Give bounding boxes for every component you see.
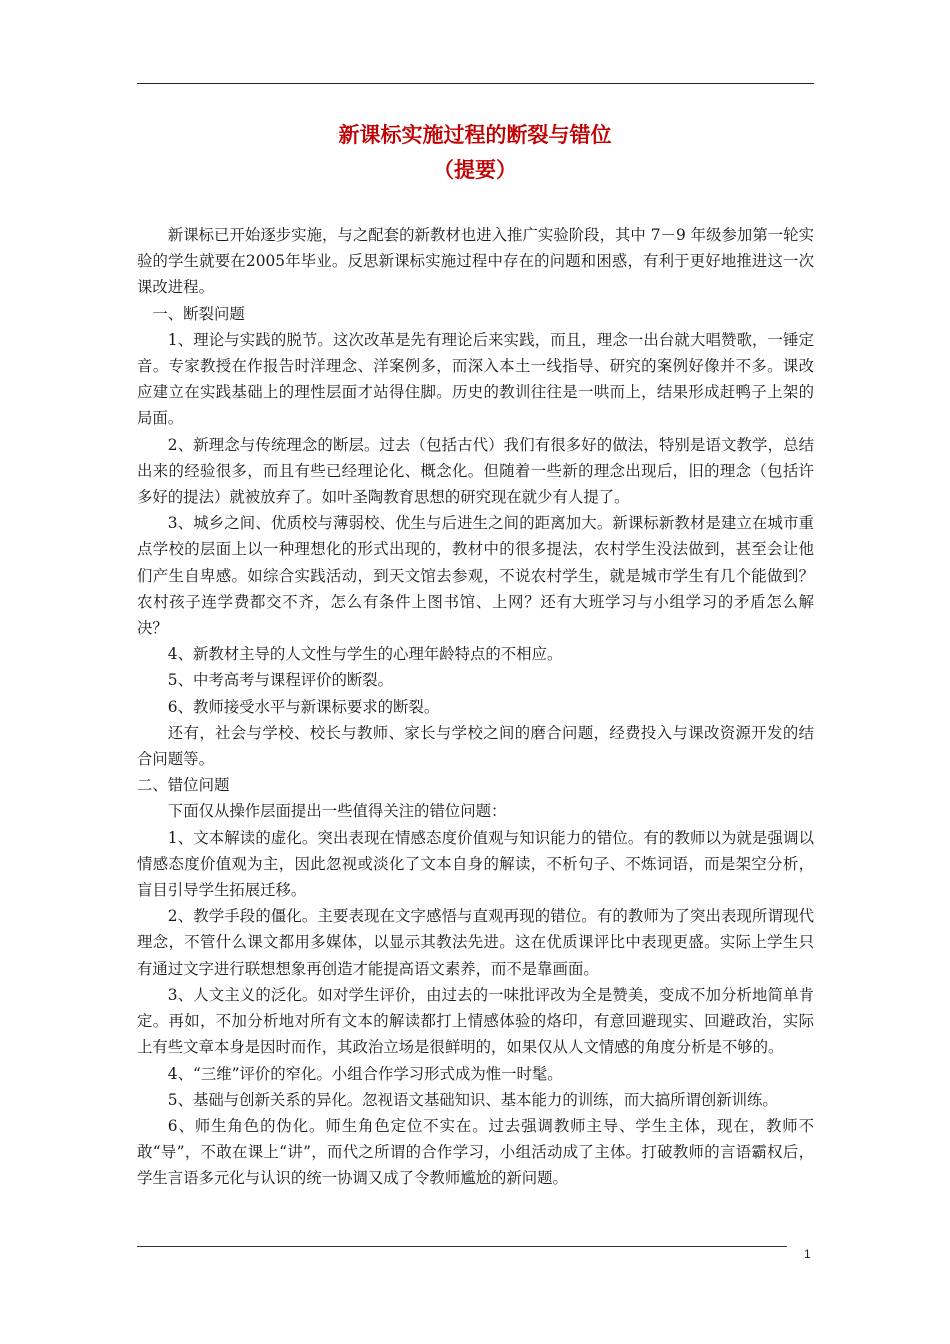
paragraph: 6、教师接受水平与新课标要求的断裂。 [167,697,440,716]
section-heading-misalignment: 二、错位问题 [137,776,230,795]
paragraph: 2、教学手段的僵化。主要表现在文字感悟与直观再现的错位。有的教师为了突出表现所谓现代理念，不管什么课文都用多媒体，以显示其教法先进。这在优质课评比中表现更盛。实际上学生只有通过文字进行联想想象再创造才能提高语文素养，而不是靠画面。 [137,907,814,978]
paragraph: 6、师生角色的伪化。师生角色定位不实在。过去强调教师主导、学生主体，现在，教师不敢“导”，不敢在课上“讲”，而代之所谓的合作学习，小组活动成了主体。打破教师的言语霸权后，学生言语多元化与认识的统一协调又成了令教师尴尬的新问题。 [137,1116,814,1188]
paragraph: 3、人文主义的泛化。如对学生评价，由过去的一味批评改为全是赞美，变成不加分析地简单肯定。再如，不加分析地对所有文本的解读都打上情感体验的烙印，有意回避现实、回避政治，实际上有些文章本身是因时而作，其政治立场是很鲜明的，如果仅从人文情感的角度分析是不够的。 [137,985,814,1057]
paragraph: 5、基础与创新关系的异化。忽视语文基础知识、基本能力的训练，而大搞所谓创新训练。 [167,1090,778,1109]
paragraph: 4、“三维”评价的窄化。小组合作学习形式成为惟一时髦。 [167,1064,563,1083]
paragraph: 1、理论与实践的脱节。这次改革是先有理论后来实践，而且，理念一出台就大唱赞歌，一锤定音。专家教授在作报告时洋理念、洋案例多，而深入本土一线指导、研究的案例好像并不多。课改应建立在实践基础上的理性层面才站得住脚。历史的教训往往是一哄而上，结果形成赶鸭子上架的局面。 [137,330,814,428]
paragraph: 下面仅从操作层面提出一些值得关注的错位问题： [167,802,507,821]
paragraph: 2、新理念与传统理念的断层。过去（包括古代）我们有很多好的做法，特别是语文教学，总结出来的经验很多，而且有些已经理论化、概念化。但随着一些新的理念出现后，旧的理念（包括许多好的提法）就被放弃了。如叶圣陶教育思想的研究现在就少有人提了。 [137,435,814,507]
paragraph: 1、文本解读的虚化。突出表现在情感态度价值观与知识能力的错位。有的教师以为就是强调以情感态度价值观为主，因此忽视或淡化了文本自身的解读，不析句子、不炼词语，而是架空分析，盲目引导学生拓展迁移。 [137,828,814,900]
document-body [137,222,814,1192]
header-rule [137,83,814,84]
page-number: 1 [804,1247,811,1261]
paragraph: 5、中考高考与课程评价的断裂。 [167,671,394,690]
paragraph: 还有，社会与学校、校长与教师、家长与学校之间的磨合问题，经费投入与课改资源开发的结合问题等。 [137,723,814,769]
document-title: 新课标实施过程的断裂与错位 [338,122,612,147]
section-heading-fracture: 一、断裂问题 [152,304,245,323]
paragraph: 4、新教材主导的人文性与学生的心理年龄特点的不相应。 [167,645,563,664]
intro-paragraph: 新课标已开始逐步实施，与之配套的新教材也进入推广实验阶段，其中 7－9 年级参加第一轮实验的学生就要在2005年毕业。反思新课标实施过程中存在的问题和困惑，有利于更好地推进这一次课改进程。 [137,226,814,297]
footer-rule [137,1246,787,1247]
document-subtitle: （提要） [433,157,517,182]
paragraph: 3、城乡之间、优质校与薄弱校、优生与后进生之间的距离加大。新课标新教材是建立在城市重点学校的层面上以一种理想化的形式出现的，教材中的很多提法，农村学生没法做到，甚至会让他们产生自卑感。如综合实践活动，到天文馆去参观，不说农村学生，就是城市学生有几个能做到？农村孩子连学费都交不齐，怎么有条件上图书馆、上网？还有大班学习与小组学习的矛盾怎么解决？ [137,514,814,638]
